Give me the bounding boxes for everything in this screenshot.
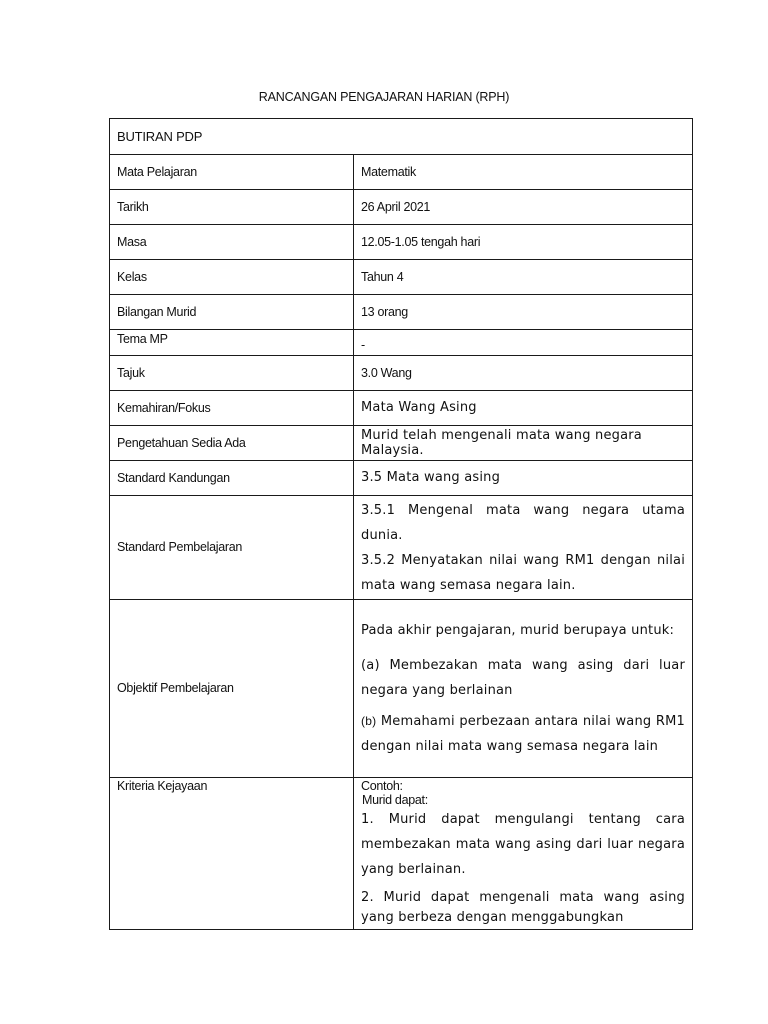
label-bilangan-murid: Bilangan Murid — [110, 295, 354, 330]
value-mata-pelajaran: Matematik — [354, 155, 693, 190]
label-pengetahuan-sedia-ada: Pengetahuan Sedia Ada — [110, 426, 354, 461]
objektif-item-a-marker: (a) — [361, 658, 380, 673]
kriteria-contoh: Contoh: — [361, 779, 403, 793]
row-objektif-pembelajaran — [110, 600, 693, 778]
objektif-item-a — [361, 653, 685, 703]
row-masa — [110, 225, 693, 260]
label-kemahiran-fokus: Kemahiran/Fokus — [110, 391, 354, 426]
value-standard-pembelajaran — [354, 496, 693, 600]
kriteria-item-1: 1. Murid dapat mengulangi tentang cara membezakan mata wang asing dari luar negara yang berlainan. — [361, 812, 686, 877]
row-standard-kandungan — [110, 461, 693, 496]
row-kemahiran-fokus — [110, 391, 693, 426]
table-header-row — [110, 119, 693, 155]
objektif-item-b-marker: (b) — [361, 714, 377, 728]
label-tarikh: Tarikh — [110, 190, 354, 225]
value-standard-kandungan: 3.5 Mata wang asing — [354, 461, 693, 496]
value-kriteria-kejayaan — [354, 778, 693, 930]
row-standard-pembelajaran — [110, 496, 693, 600]
row-pengetahuan-sedia-ada — [110, 426, 693, 461]
label-kriteria-kejayaan: Kriteria Kejayaan — [110, 778, 354, 930]
standard-pembelajaran-item-1: 3.5.1 Mengenal mata wang negara utama dunia. — [361, 502, 686, 543]
label-standard-pembelajaran: Standard Pembelajaran — [110, 496, 354, 600]
objektif-item-b — [361, 709, 685, 759]
objektif-item-b-text: Memahami perbezaan antara nilai wang RM1 dengan nilai mata wang semasa negara lain — [361, 714, 686, 754]
kriteria-murid-dapat: Murid dapat: — [362, 793, 428, 807]
label-mata-pelajaran: Mata Pelajaran — [110, 155, 354, 190]
value-kelas: Tahun 4 — [354, 260, 693, 295]
value-bilangan-murid: 13 orang — [354, 295, 693, 330]
value-objektif-pembelajaran — [354, 600, 693, 778]
label-objektif-pembelajaran: Objektif Pembelajaran — [110, 600, 354, 778]
value-pengetahuan-sedia-ada: Murid telah mengenali mata wang negara Malaysia. — [354, 426, 693, 461]
value-tajuk: 3.0 Wang — [354, 356, 693, 391]
label-standard-kandungan: Standard Kandungan — [110, 461, 354, 496]
label-kelas: Kelas — [110, 260, 354, 295]
row-tajuk — [110, 356, 693, 391]
row-kriteria-kejayaan — [110, 778, 693, 930]
document-title: RANCANGAN PENGAJARAN HARIAN (RPH) — [258, 90, 510, 104]
label-masa: Masa — [110, 225, 354, 260]
value-kemahiran-fokus: Mata Wang Asing — [354, 391, 693, 426]
value-masa: 12.05-1.05 tengah hari — [354, 225, 693, 260]
value-tarikh: 26 April 2021 — [354, 190, 693, 225]
objektif-item-a-text: Membezakan mata wang asing dari luar negara yang berlainan — [361, 658, 686, 698]
row-bilangan-murid — [110, 295, 693, 330]
standard-pembelajaran-item-2: 3.5.2 Menyatakan nilai wang RM1 dengan nilai mata wang semasa negara lain. — [361, 552, 686, 593]
value-tema-mp: - — [354, 330, 693, 356]
label-tema-mp: Tema MP — [110, 330, 354, 356]
row-mata-pelajaran — [110, 155, 693, 190]
row-tema-mp — [110, 330, 693, 356]
row-kelas — [110, 260, 693, 295]
objektif-intro: Pada akhir pengajaran, murid berupaya untuk: — [361, 623, 675, 638]
kriteria-item-2: 2. Murid dapat mengenali mata wang asing yang berbeza dengan menggabungkan — [361, 890, 686, 925]
row-tarikh — [110, 190, 693, 225]
table-header: BUTIRAN PDP — [110, 119, 693, 155]
label-tajuk: Tajuk — [110, 356, 354, 391]
rph-details-table — [109, 118, 693, 930]
